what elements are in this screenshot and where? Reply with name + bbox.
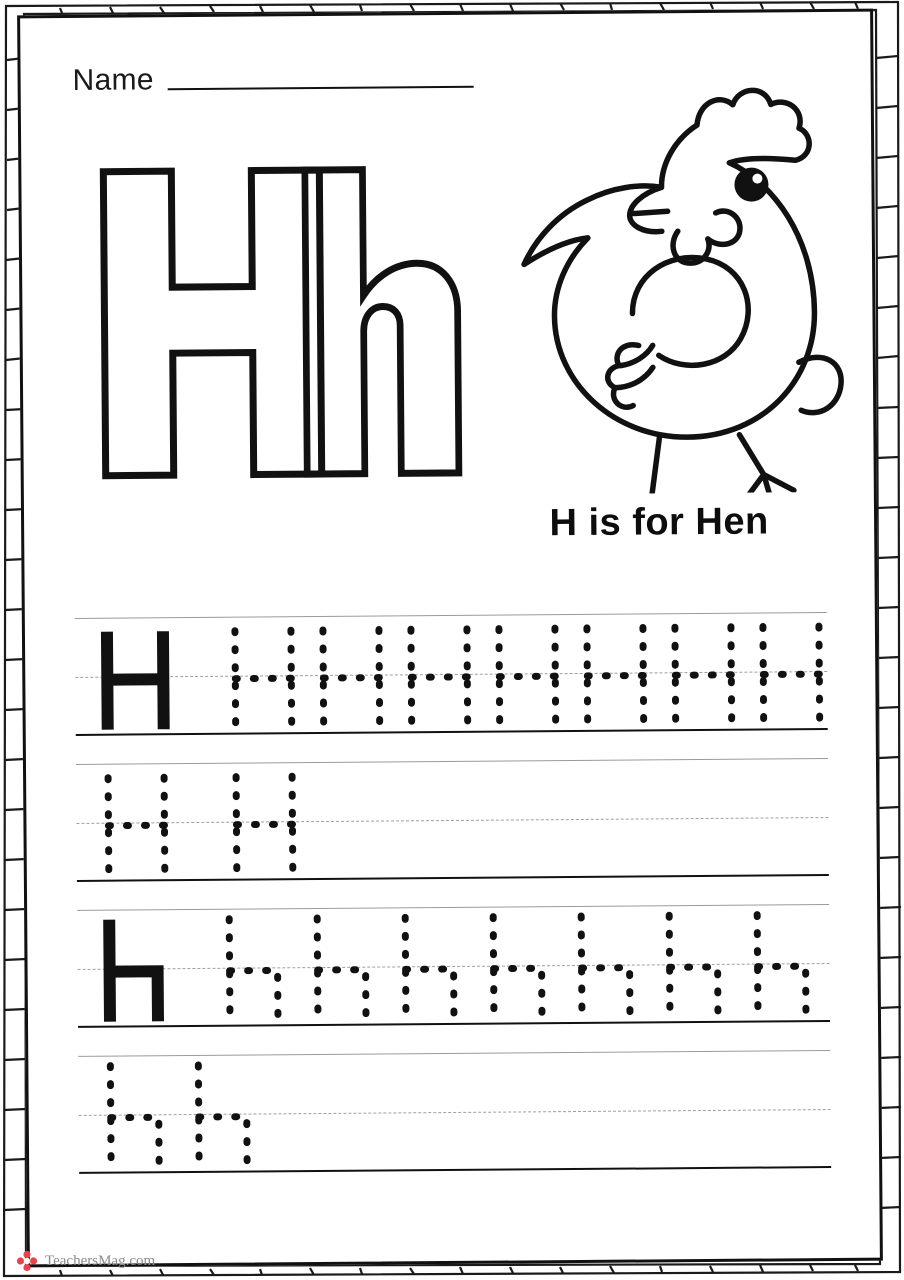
footer-brand-text: TeachersMag.com: [45, 1252, 156, 1269]
hen-illustration: [460, 62, 853, 495]
caption-text: H is for Hen: [549, 500, 769, 545]
row-1-letters: [75, 612, 828, 736]
row-4-letters: [78, 1050, 831, 1174]
table-row[interactable]: [77, 904, 830, 1028]
name-input-line[interactable]: [168, 86, 474, 90]
row-3-letters: [77, 904, 830, 1028]
table-row[interactable]: [76, 758, 829, 882]
name-label: Name: [72, 63, 154, 97]
row-2-letters: [76, 758, 829, 882]
flower-icon: [16, 1250, 38, 1272]
tracing-practice-area: [75, 612, 832, 1202]
name-field-row: [72, 63, 473, 96]
worksheet-sheet: [17, 9, 883, 1268]
table-row[interactable]: [78, 1050, 831, 1174]
table-row[interactable]: [75, 612, 828, 736]
footer-branding: [16, 1250, 155, 1272]
large-outline-letters-Hh: [81, 143, 484, 486]
